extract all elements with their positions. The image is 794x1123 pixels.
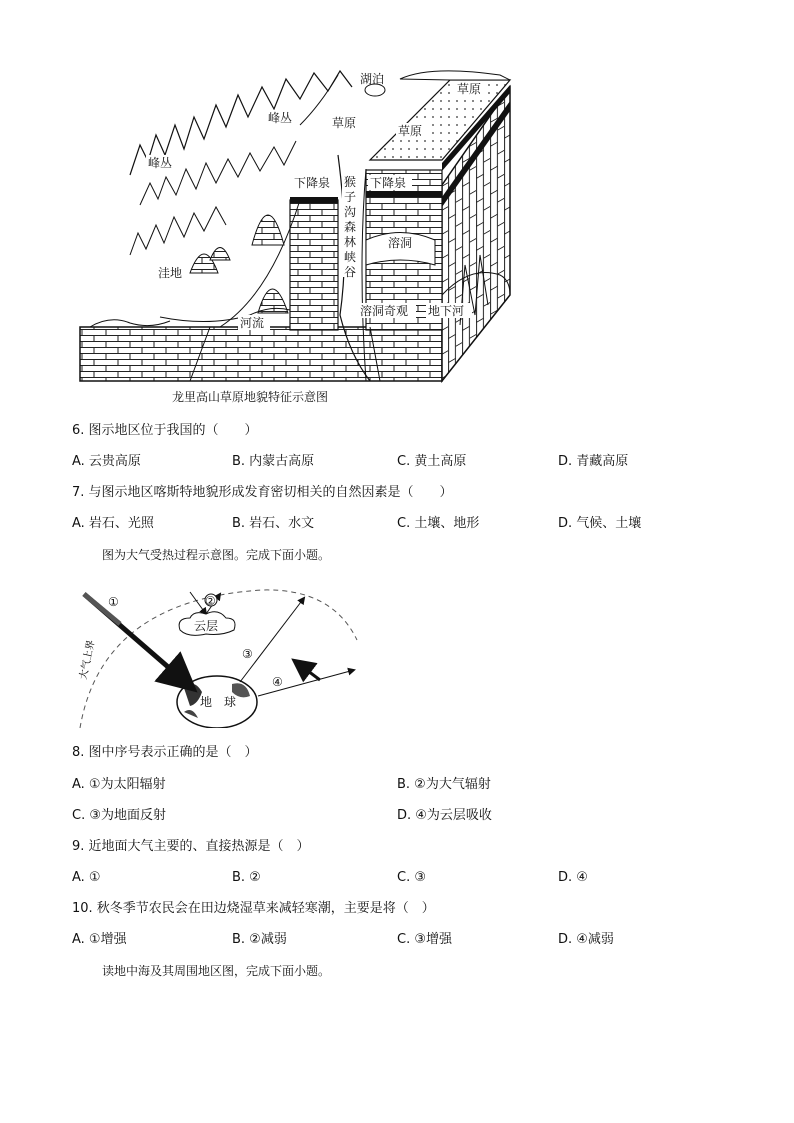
q9-option-c[interactable]: C. ③ xyxy=(397,870,426,885)
arrow-2-label: ② xyxy=(205,594,216,608)
q10-option-b[interactable]: B. ②减弱 xyxy=(232,932,287,947)
label-grassland-top: 草原 xyxy=(457,82,482,96)
q8-option-d[interactable]: D. ④为云层吸收 xyxy=(397,808,492,823)
q9-option-b[interactable]: B. ② xyxy=(232,870,261,885)
q7-option-d[interactable]: D. 气候、土壤 xyxy=(558,516,642,531)
label-peak-cluster-2: 峰丛 xyxy=(148,156,173,170)
base-block-front xyxy=(80,327,442,381)
label-sinking-spring-right: 下降泉 xyxy=(370,176,407,190)
q8-option-a[interactable]: A. ①为太阳辐射 xyxy=(72,777,166,792)
label-sinking-spring-left: 下降泉 xyxy=(294,176,331,190)
pillar-column xyxy=(290,200,338,330)
q9-option-a[interactable]: A. ① xyxy=(72,870,101,885)
label-river: 河流 xyxy=(240,316,265,330)
q7-option-b[interactable]: B. 岩石、水文 xyxy=(232,516,315,531)
dome-hill-3 xyxy=(258,289,288,313)
dome-hill-1 xyxy=(252,215,284,245)
label-peak-cluster-1: 峰丛 xyxy=(268,111,293,125)
q7-option-a[interactable]: A. 岩石、光照 xyxy=(72,516,154,531)
karst-landform-diagram xyxy=(70,65,530,405)
q6-stem: 6. 图示地区位于我国的（ ） xyxy=(72,423,258,438)
q10-option-a[interactable]: A. ①增强 xyxy=(72,932,127,947)
label-depression: 洼地 xyxy=(158,266,183,280)
atmosphere-heating-diagram xyxy=(72,580,362,728)
earth-label: 地 球 xyxy=(200,695,237,709)
arrow-1-label: ① xyxy=(108,595,119,609)
q6-option-d[interactable]: D. 青藏高原 xyxy=(558,454,629,469)
q7-stem: 7. 与图示地区喀斯特地貌形成发育密切相关的自然因素是（ ） xyxy=(72,485,453,500)
atmosphere-top-label: 大气上界 xyxy=(78,639,98,681)
label-cave-view: 溶洞奇观 xyxy=(360,304,409,318)
q6-option-a[interactable]: A. 云贵高原 xyxy=(72,454,141,469)
q10-option-d[interactable]: D. ④减弱 xyxy=(558,932,614,947)
q8-option-c[interactable]: C. ③为地面反射 xyxy=(72,808,166,823)
label-underground-river: 地下河 xyxy=(428,304,465,318)
q10-stem: 10. 秋冬季节农民会在田边烧湿草来减轻寒潮，主要是将（ ） xyxy=(72,901,435,916)
figure1-caption: 龙里高山草原地貌特征示意图 xyxy=(172,390,329,404)
arrow-3-label: ③ xyxy=(242,647,253,661)
arrow-4-label: ④ xyxy=(272,675,283,689)
q8-stem: 8. 图中序号表示正确的是（ ） xyxy=(72,745,258,760)
q9-option-d[interactable]: D. ④ xyxy=(558,870,588,885)
label-cave: 溶洞 xyxy=(388,236,413,250)
q7-option-c[interactable]: C. 土壤、地形 xyxy=(397,516,480,531)
q6-option-b[interactable]: B. 内蒙古高原 xyxy=(232,454,315,469)
cloud-label: 云层 xyxy=(194,619,219,633)
arrow-2 xyxy=(190,592,206,614)
q10-option-c[interactable]: C. ③增强 xyxy=(397,932,452,947)
label-lake: 湖泊 xyxy=(360,72,385,86)
q8-option-b[interactable]: B. ②为大气辐射 xyxy=(397,777,491,792)
label-grassland-left: 草原 xyxy=(332,116,357,130)
arrow-3 xyxy=(240,598,304,682)
dome-hill-4 xyxy=(210,248,230,261)
intro-atmosphere: 图为大气受热过程示意图。完成下面小题。 xyxy=(102,548,331,562)
label-gorge: 猴子沟森林峡谷 xyxy=(344,175,357,279)
label-grassland-mid: 草原 xyxy=(398,124,423,138)
intro-mediterranean: 读地中海及其周围地区图，完成下面小题。 xyxy=(102,964,331,978)
q6-option-c[interactable]: C. 黄土高原 xyxy=(397,454,467,469)
q9-stem: 9. 近地面大气主要的、直接热源是（ ） xyxy=(72,839,310,854)
